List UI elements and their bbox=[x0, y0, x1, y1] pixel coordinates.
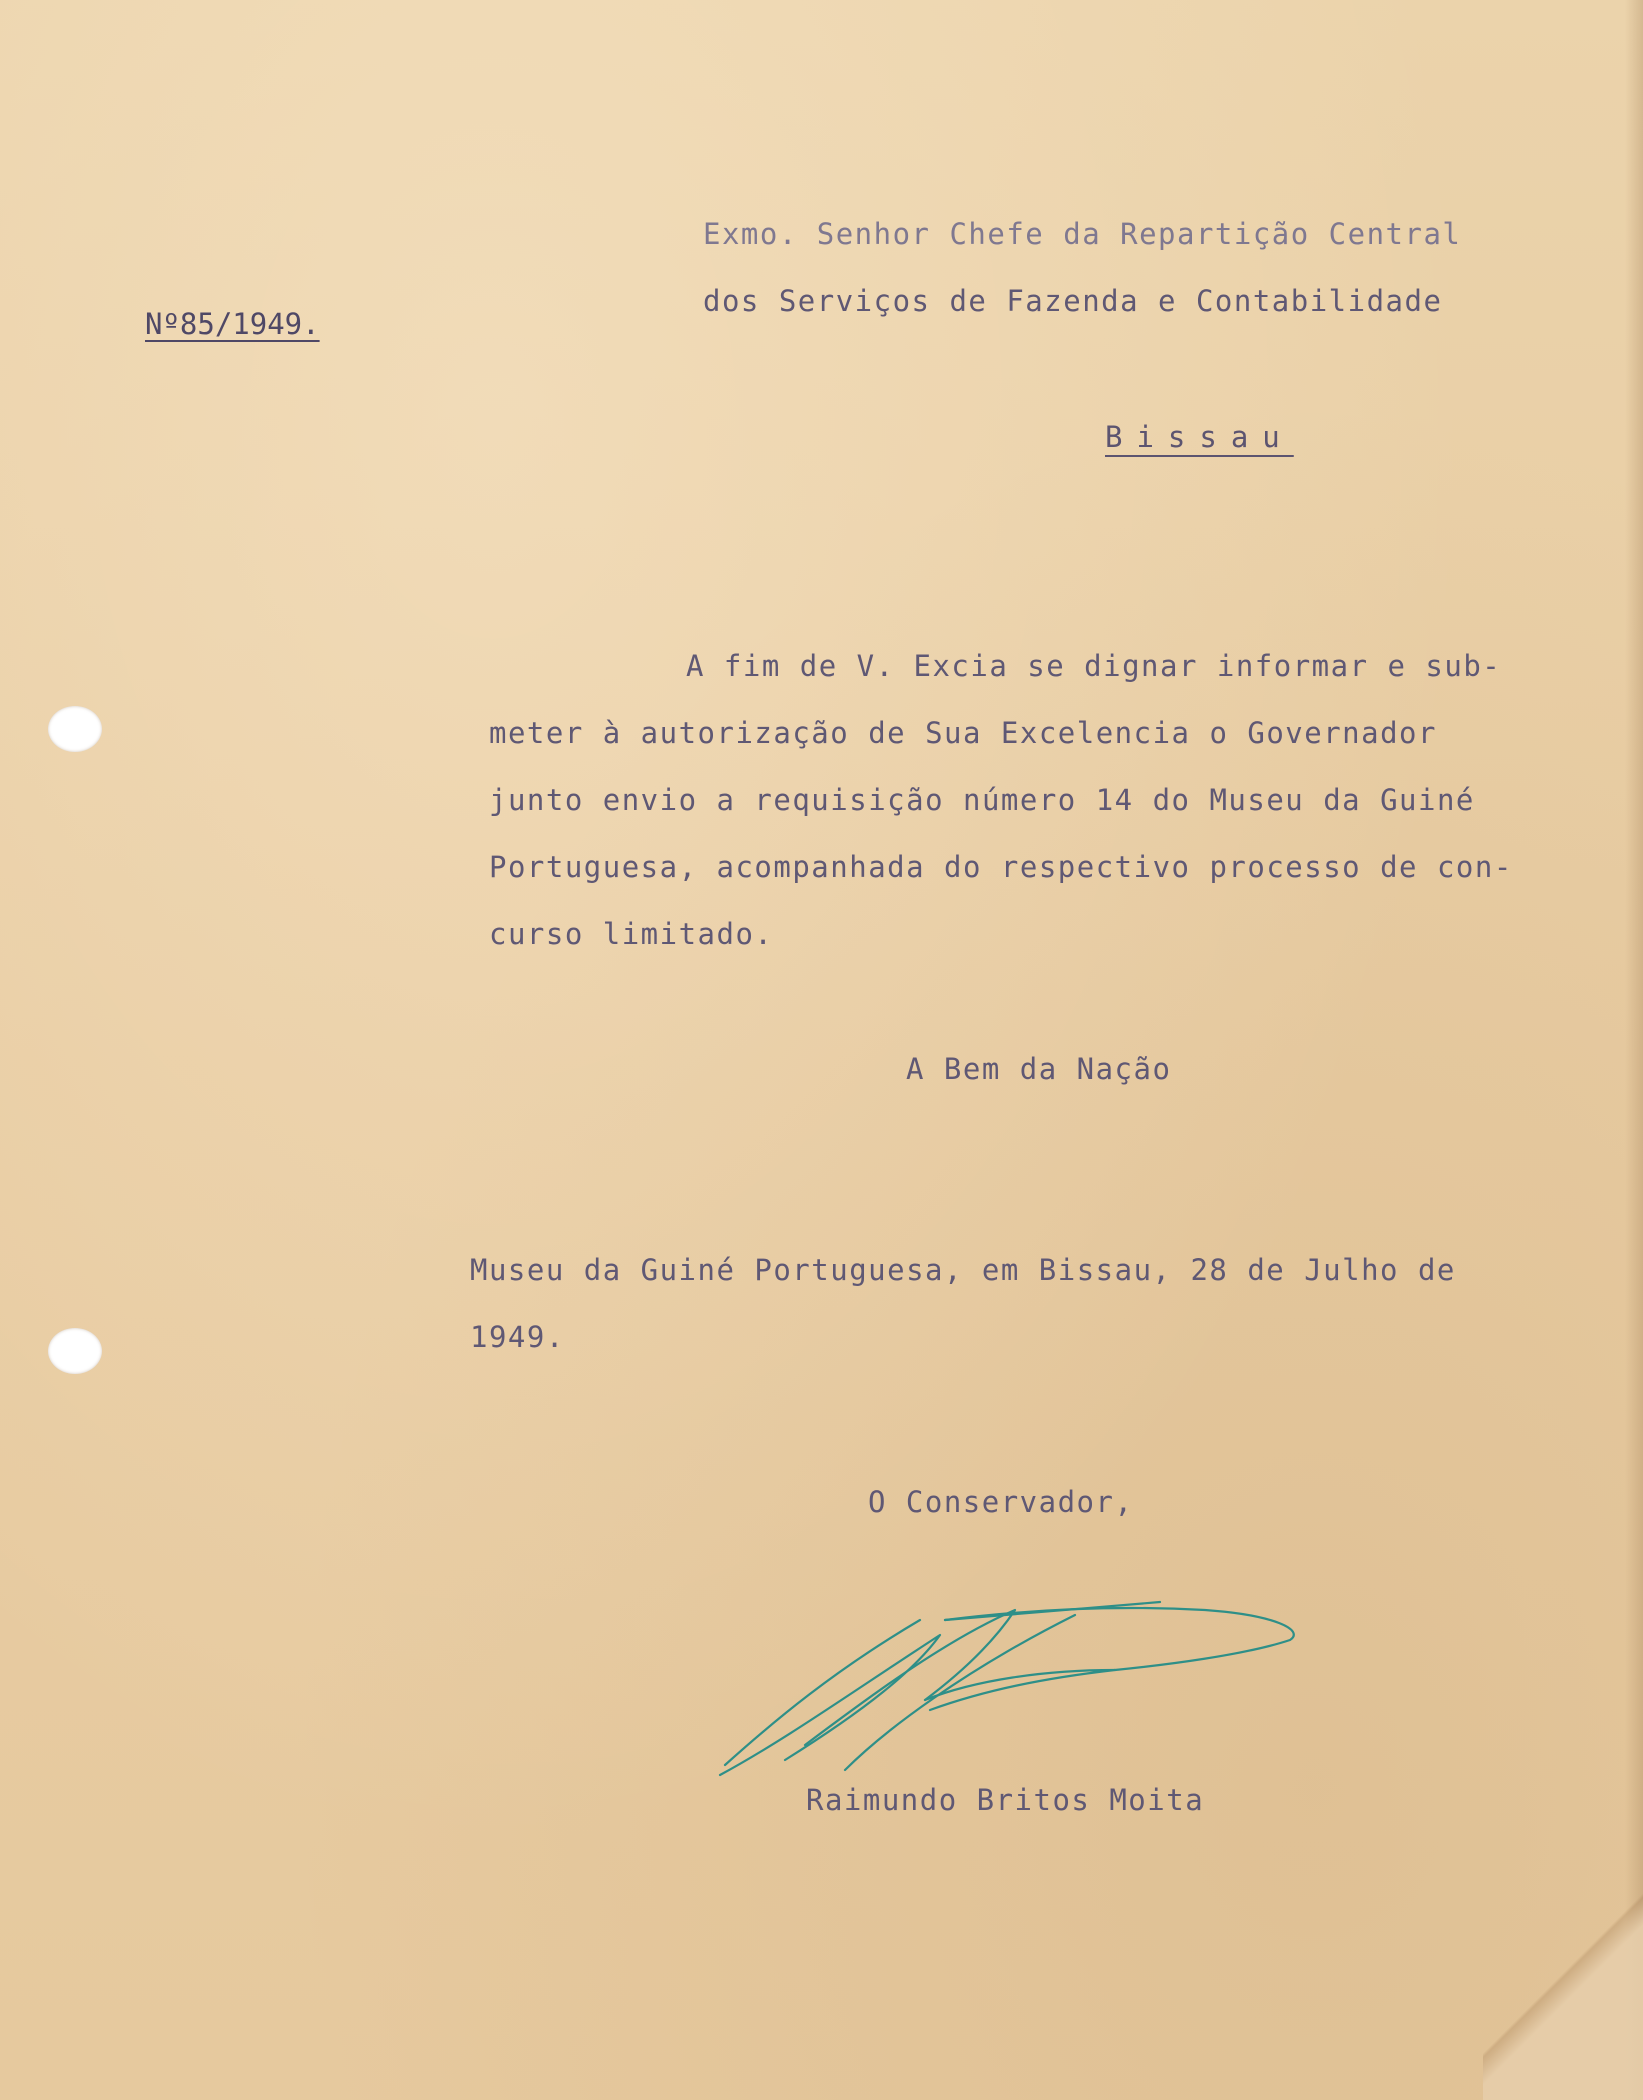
salutation: A Bem da Nação bbox=[906, 1052, 1172, 1086]
folded-corner bbox=[1483, 1800, 1643, 2100]
body-line-1: A fim de V. Excia se dignar informar e sub- bbox=[686, 649, 1502, 683]
recipient-line-2: dos Serviços de Fazenda e Contabilidade bbox=[703, 284, 1443, 318]
body-line-4: Portuguesa, acompanhada do respectivo processo de con- bbox=[489, 850, 1513, 884]
signatory-title: O Conservador, bbox=[868, 1485, 1134, 1519]
place-date-line-2: 1949. bbox=[470, 1320, 565, 1354]
body-line-2: meter à autorização de Sua Excelencia o Governador bbox=[489, 716, 1437, 750]
recipient-city: Bissau bbox=[1105, 420, 1294, 454]
handwritten-signature bbox=[715, 1560, 1315, 1790]
body-line-5: curso limitado. bbox=[489, 917, 774, 951]
punch-hole-top bbox=[48, 706, 102, 752]
punch-hole-bottom bbox=[48, 1328, 102, 1374]
place-date-line-1: Museu da Guiné Portuguesa, em Bissau, 28 de Julho de bbox=[470, 1253, 1456, 1287]
recipient-line-1: Exmo. Senhor Chefe da Repartição Central bbox=[703, 217, 1462, 251]
body-line-3: junto envio a requisição número 14 do Museu da Guiné bbox=[489, 783, 1475, 817]
signatory-name: Raimundo Britos Moita bbox=[806, 1783, 1205, 1817]
paper-edge-shadow bbox=[1625, 0, 1643, 2100]
reference-number: Nº85/1949. bbox=[145, 307, 320, 341]
